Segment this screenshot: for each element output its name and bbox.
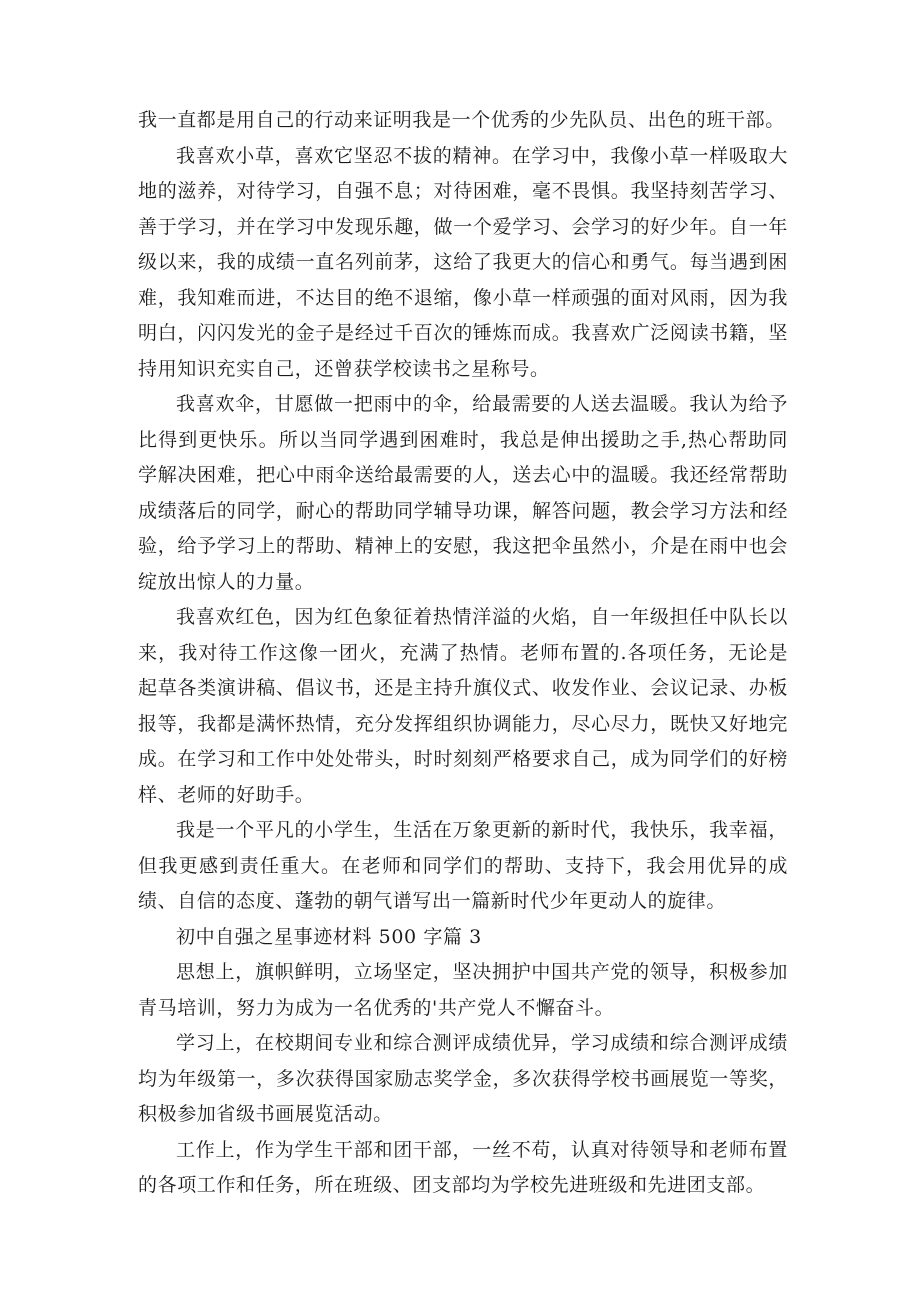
section-paragraph-3: 工作上，作为学生干部和团干部，一丝不苟，认真对待领导和老师布置的各项工作和任务，所在班级、团支部均为学校先进班级和先进团支部。 bbox=[138, 1138, 788, 1196]
paragraph-2: 我喜欢小草，喜欢它坚忍不拔的精神。在学习中，我像小草一样吸取大地的滋养，对待学习，自强不息；对待困难，毫不畏惧。我坚持刻苦学习、善于学习，并在学习中发现乐趣，做一个爱学习、会学习的好少年。自一年级以来，我的成绩一直名列前茅，这给了我更大的信心和勇气。每当遇到困难，我知难而进，不达目的绝不退缩，像小草一样顽强的面对风雨，因为我明白，闪闪发光的金子是经过千百次的锤炼而成。我喜欢广泛阅读书籍，坚持用知识充实自己，还曾获学校读书之星称号。 bbox=[138, 144, 788, 380]
section-paragraph-2: 学习上，在校期间专业和综合测评成绩优异，学习成绩和综合测评成绩均为年级第一，多次获得国家励志奖学金，多次获得学校书画展览一等奖，积极参加省级书画展览活动。 bbox=[138, 1032, 788, 1125]
section-heading: 初中自强之星事迹材料 500 字篇 3 bbox=[176, 925, 482, 948]
document-page bbox=[138, 103, 788, 1204]
paragraph-4: 我喜欢红色，因为红色象征着热情洋溢的火焰，自一年级担任中队长以来，我对待工作这像一团火，充满了热情。老师布置的.各项任务，无论是起草各类演讲稿、倡议书，还是主持升旗仪式、收发作业、会议记录、办板报等，我都是满怀热情，充分发挥组织协调能力，尽心尽力，既快又好地完成。在学习和工作中处处带头，时时刻刻严格要求自己，成为同学们的好榜样、老师的好助手。 bbox=[138, 606, 788, 806]
paragraph-1: 我一直都是用自己的行动来证明我是一个优秀的少先队员、出色的班干部。 bbox=[138, 109, 785, 131]
paragraph-3: 我喜欢伞，甘愿做一把雨中的伞，给最需要的人送去温暖。我认为给予比得到更快乐。所以当同学遇到困难时，我总是伸出援助之手,热心帮助同学解决困难，把心中雨伞送给最需要的人，送去心中的温暖。我还经常帮助成绩落后的同学，耐心的帮助同学辅导功课，解答问题，教会学习方法和经验，给予学习上的帮助、精神上的安慰，我这把伞虽然小，介是在雨中也会绽放出惊人的力量。 bbox=[138, 393, 788, 593]
paragraph-5: 我是一个平凡的小学生，生活在万象更新的新时代，我快乐，我幸福，但我更感到责任重大。在老师和同学们的帮助、支持下，我会用优异的成绩、自信的态度、蓬勃的朝气谱写出一篇新时代少年更动人的旋律。 bbox=[138, 819, 788, 912]
section-paragraph-1: 思想上，旗帜鲜明，立场坚定，坚决拥护中国共产党的领导，积极参加青马培训，努力为成为一名优秀的'共产党人不懈奋斗。 bbox=[138, 961, 788, 1019]
